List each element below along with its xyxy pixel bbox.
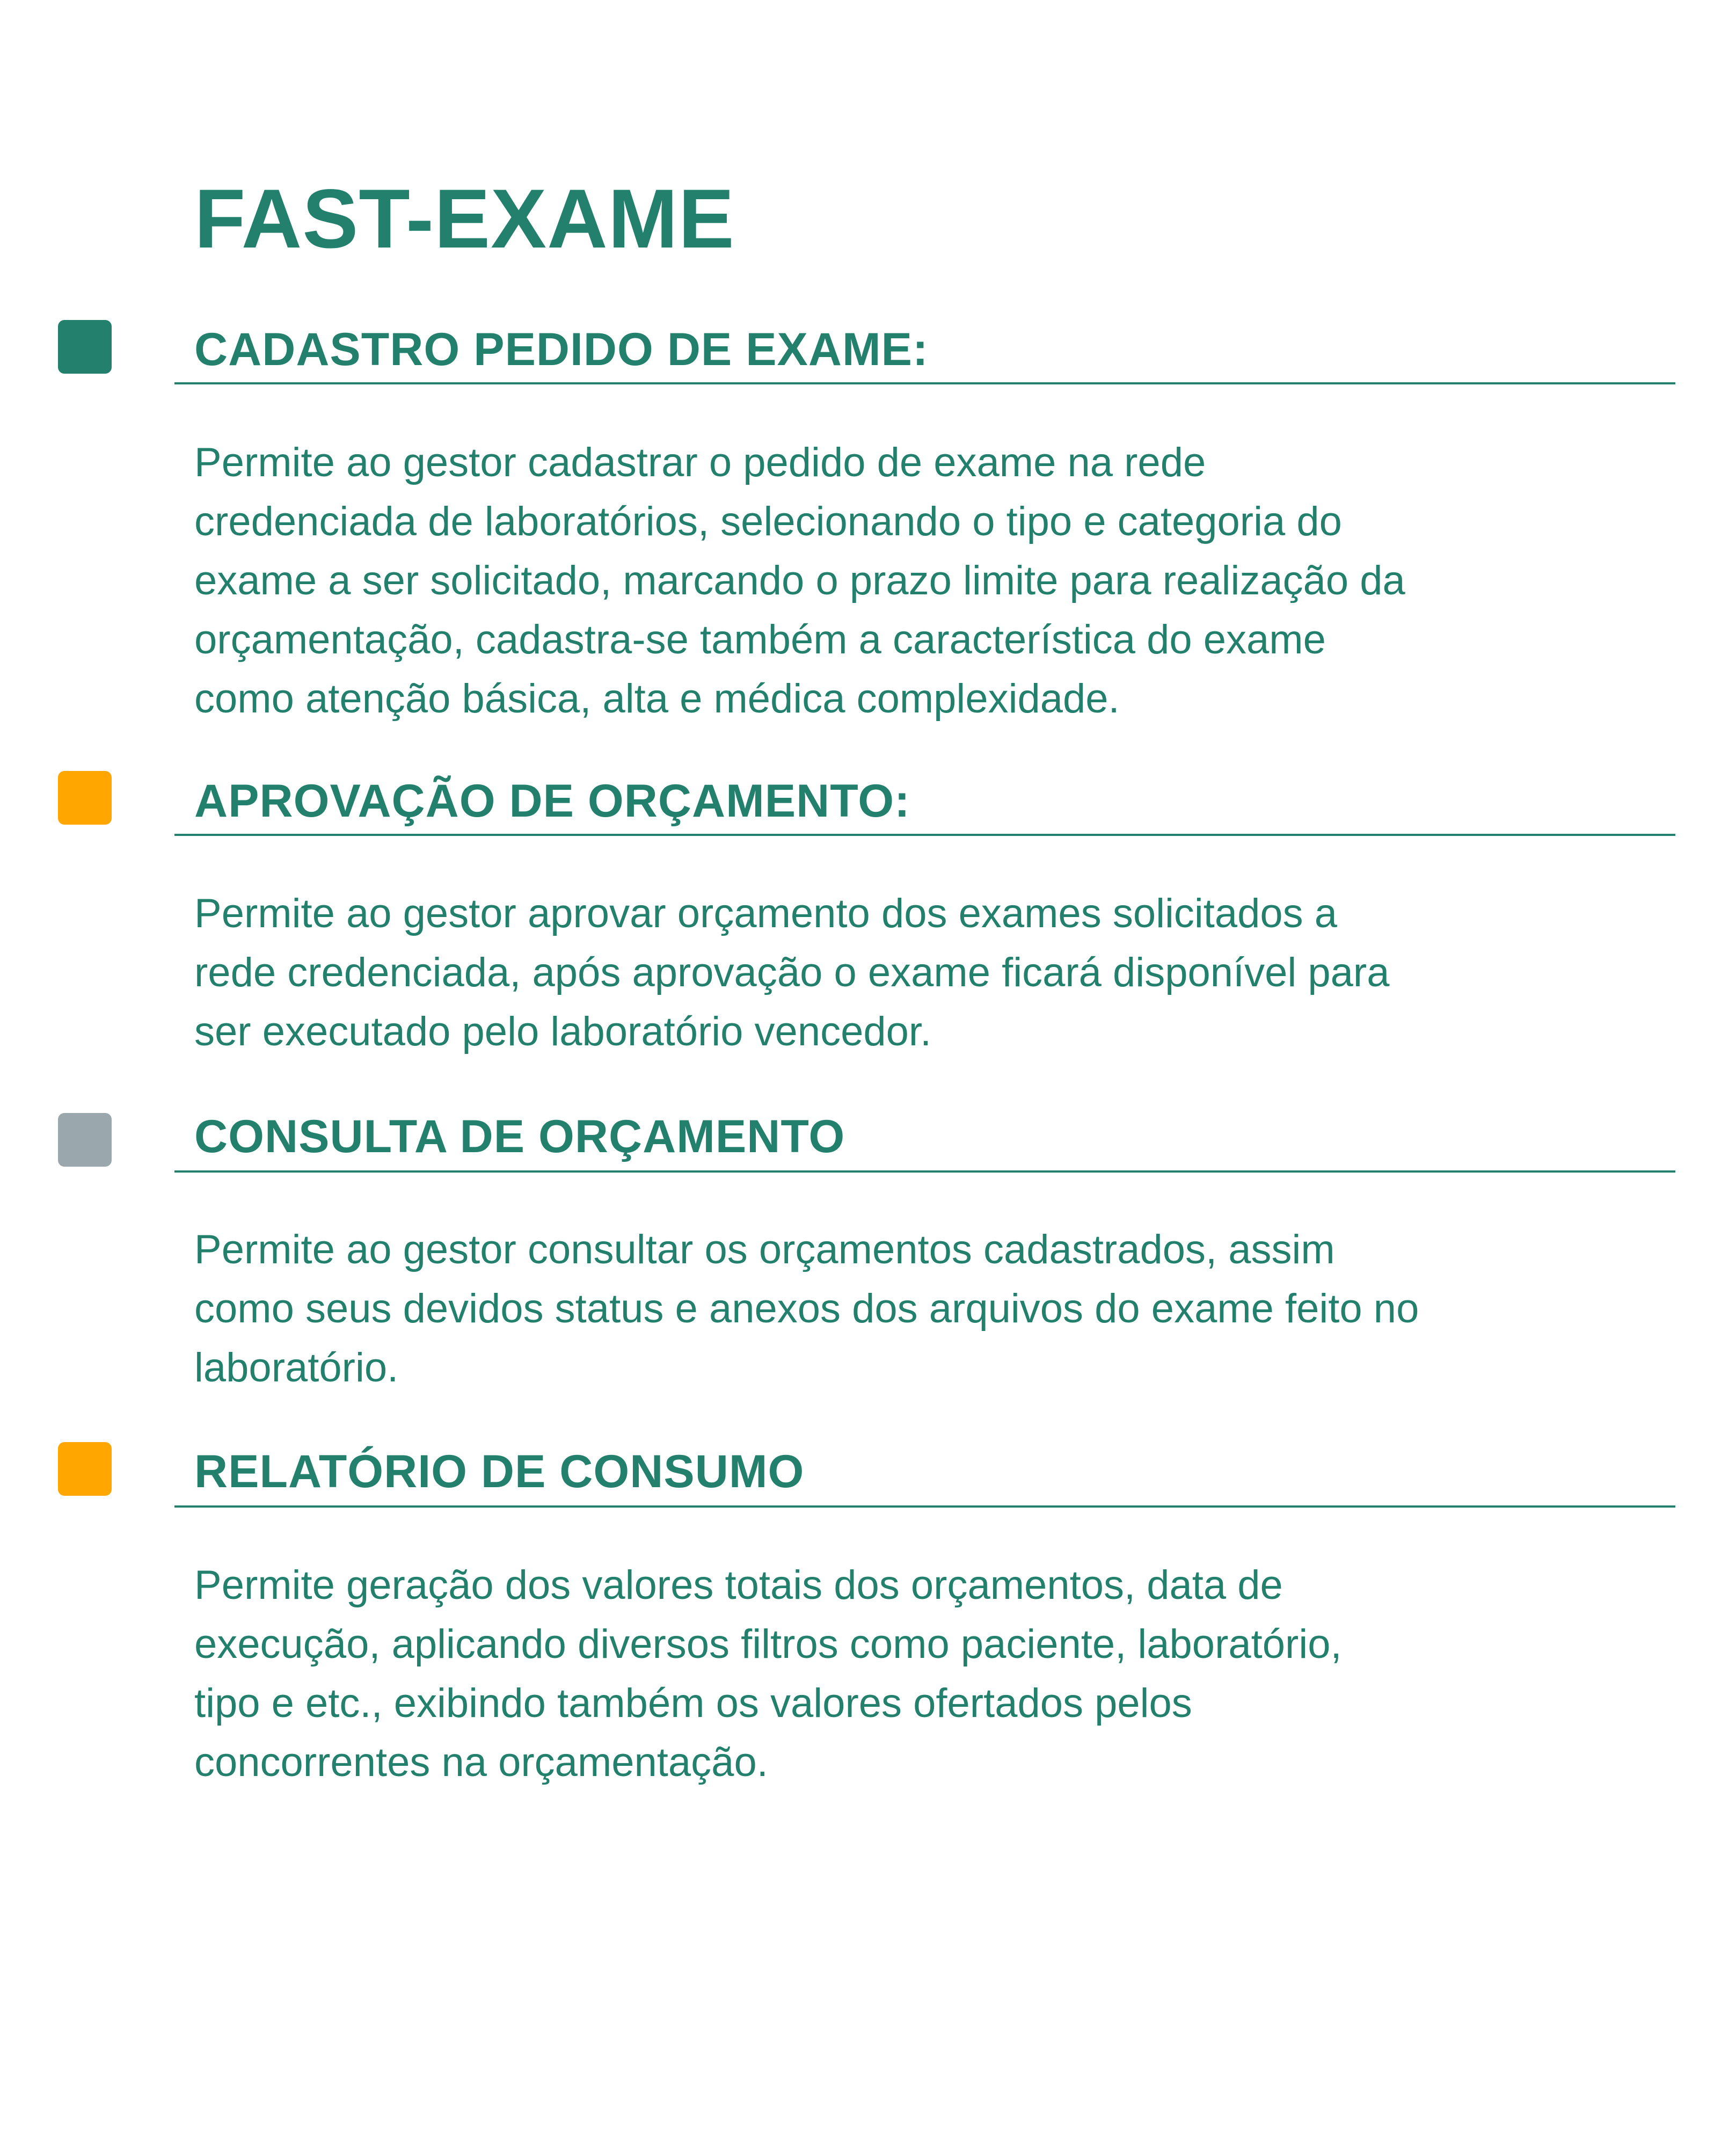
description-line: Permite ao gestor aprovar orçamento dos exames solicitados a [194, 891, 1338, 936]
section-bullet-gray [58, 1113, 112, 1167]
description-line: rede credenciada, após aprovação o exame ficará disponível para [194, 950, 1390, 995]
section-divider [174, 382, 1675, 384]
description-line: credenciada de laboratórios, selecionando o tipo e categoria do [194, 499, 1342, 544]
section-description [194, 433, 1654, 729]
description-line: exame a ser solicitado, marcando o prazo limite para realização da [194, 558, 1405, 603]
section-divider [174, 834, 1675, 836]
description-line: ser executado pelo laboratório vencedor. [194, 1009, 932, 1054]
section-description [194, 1556, 1654, 1792]
page-title: FAST-EXAME [194, 172, 735, 266]
description-line: orçamentação, cadastra-se também a característica do exame [194, 617, 1326, 663]
section-divider [174, 1505, 1675, 1508]
section-heading: APROVAÇÃO DE ORÇAMENTO: [194, 775, 910, 827]
section-description [194, 884, 1654, 1061]
description-line: Permite geração dos valores totais dos orçamentos, data de [194, 1562, 1283, 1608]
description-line: como seus devidos status e anexos dos arquivos do exame feito no [194, 1286, 1419, 1331]
description-line: execução, aplicando diversos filtros como paciente, laboratório, [194, 1621, 1342, 1667]
description-line: laboratório. [194, 1345, 399, 1391]
section-bullet-orange [58, 1442, 112, 1496]
description-line: Permite ao gestor consultar os orçamentos cadastrados, assim [194, 1227, 1335, 1272]
section-heading: CADASTRO PEDIDO DE EXAME: [194, 324, 929, 375]
section-heading: CONSULTA DE ORÇAMENTO [194, 1111, 845, 1162]
section-bullet-orange [58, 771, 112, 825]
section-heading: RELATÓRIO DE CONSUMO [194, 1446, 805, 1497]
description-line: como atenção básica, alta e médica complexidade. [194, 676, 1120, 722]
section-description [194, 1220, 1654, 1398]
description-line: tipo e etc., exibindo também os valores ofertados pelos [194, 1680, 1192, 1726]
description-line: Permite ao gestor cadastrar o pedido de exame na rede [194, 440, 1206, 485]
description-line: concorrentes na orçamentação. [194, 1740, 768, 1785]
section-bullet-green [58, 320, 112, 374]
section-divider [174, 1170, 1675, 1173]
